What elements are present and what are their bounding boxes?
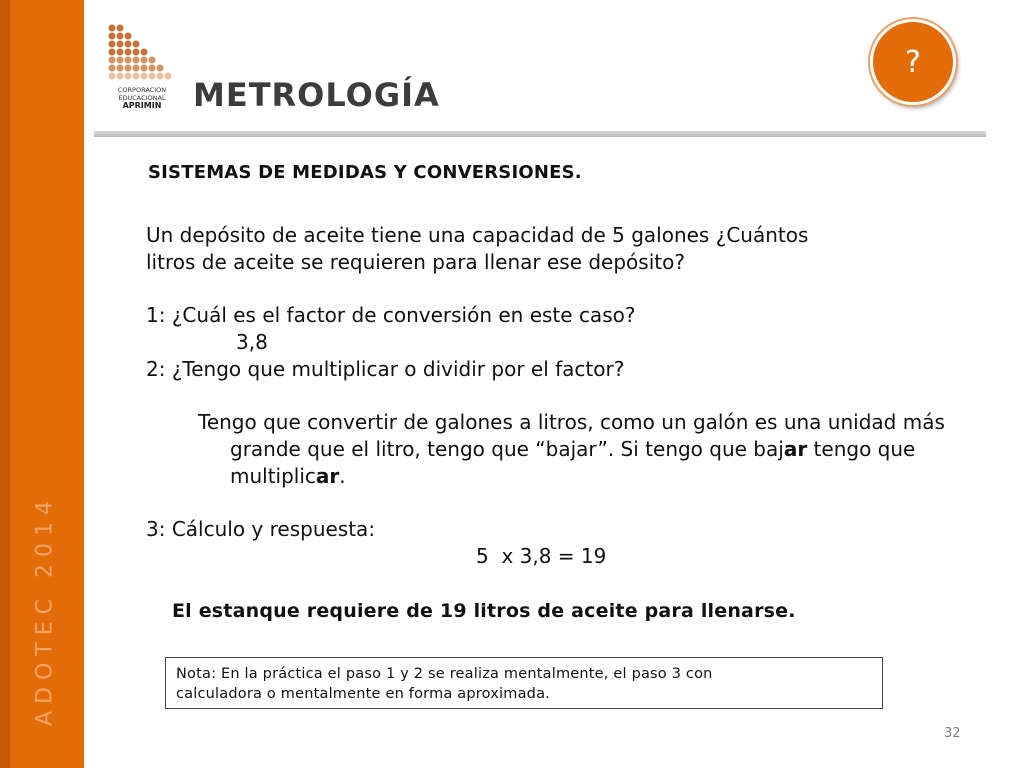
calculation: 5 x 3,8 = 19 [476, 544, 607, 568]
sidebar [0, 0, 84, 768]
header-divider [94, 131, 986, 137]
explanation-bold-1: ar [783, 437, 808, 461]
spacer [146, 276, 976, 302]
answer-1: 3,8 [236, 330, 268, 354]
question-2: 2: ¿Tengo que multiplicar o dividir por el factor? [146, 357, 625, 381]
logo-line1: CORPORACION [117, 86, 167, 94]
question-mark-icon: ? [905, 44, 921, 80]
problem-line-2: litros de aceite se requieren para llenar ese depósito? [146, 250, 685, 274]
explanation-part-2: tengo que multiplic [230, 437, 916, 488]
explanation-part-1: Tengo que convertir de galones a litros, como un galón es una unidad más grande que el litro, tengo que “bajar”. Si tengo que baj [198, 410, 945, 461]
spacer [146, 490, 976, 516]
sidebar-stripe [0, 0, 10, 768]
question-3: 3: Cálculo y respuesta: [146, 517, 376, 541]
question-1: 1: ¿Cuál es el factor de conversión en este caso? [146, 303, 636, 327]
conclusion: El estanque requiere de 19 litros de aceite para llenarse. [172, 600, 796, 622]
logo-brand: APRIMIN [122, 101, 162, 110]
explanation [146, 409, 976, 490]
spacer [146, 383, 976, 409]
section-subtitle: SISTEMAS DE MEDIDAS Y CONVERSIONES. [148, 162, 582, 183]
page-number: 32 [944, 726, 961, 741]
logo-line2: EDUCACIONAL [118, 94, 166, 102]
help-button[interactable] [870, 19, 956, 105]
explanation-part-3: . [339, 464, 346, 488]
slide-body [146, 222, 976, 570]
problem-line-1: Un depósito de aceite tiene una capacidad de 5 galones ¿Cuántos [146, 223, 809, 247]
note-line-1: Nota: En la práctica el paso 1 y 2 se realiza mentalmente, el paso 3 con [176, 666, 713, 682]
page-title: METROLOGÍA [193, 76, 440, 114]
note-box [165, 657, 883, 709]
logo-caption [104, 86, 180, 110]
explanation-bold-2: ar [315, 464, 340, 488]
note-line-2: calculadora o mentalmente en forma aproximada. [176, 686, 550, 702]
sidebar-vertical-text: ADOTEC 2014 [32, 494, 58, 726]
